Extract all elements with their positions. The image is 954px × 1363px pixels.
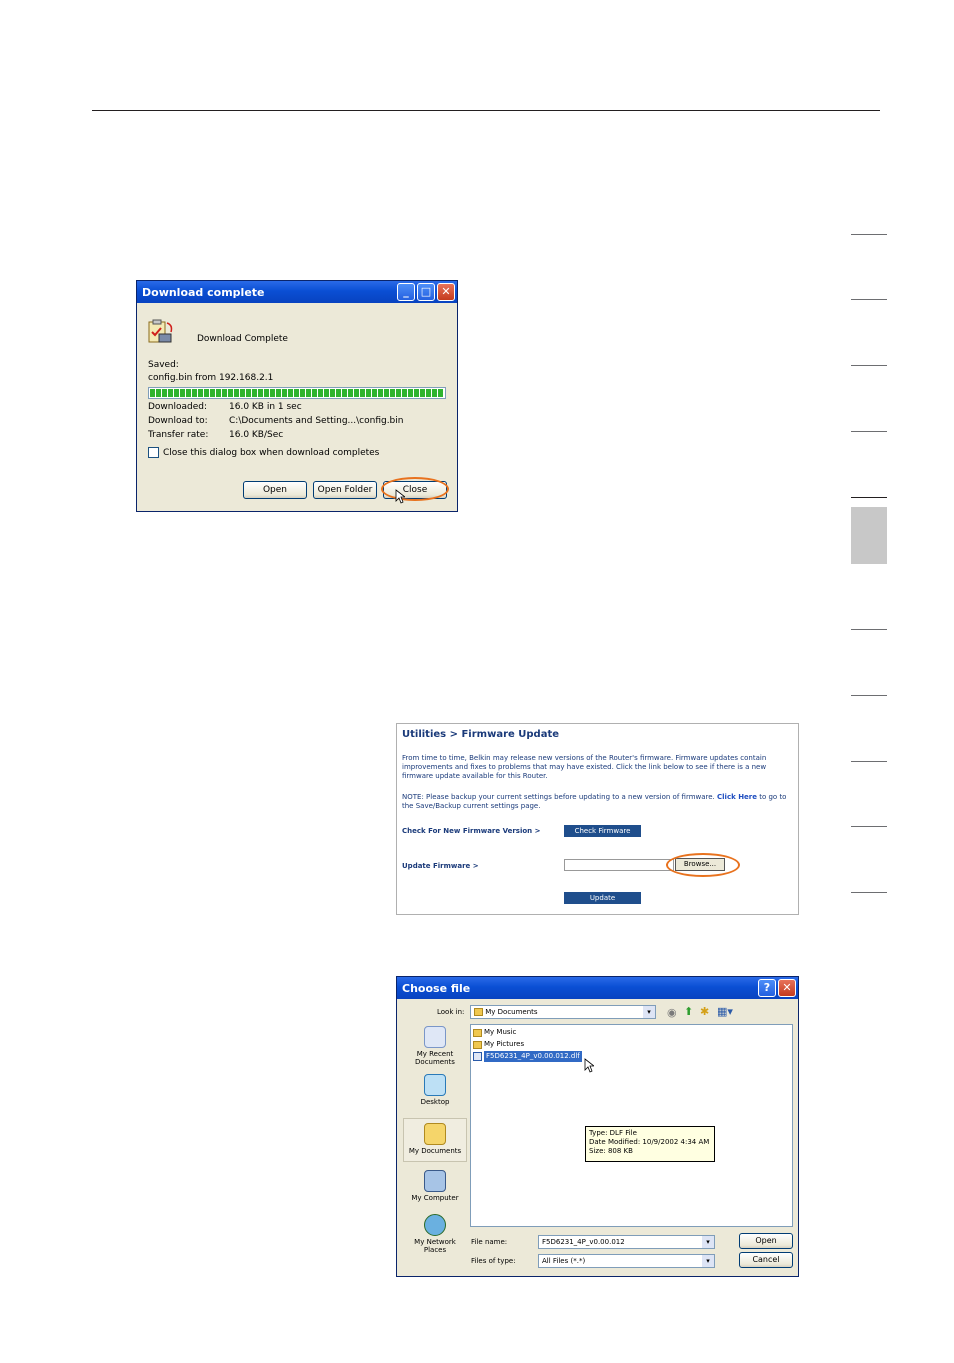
my-computer-icon — [424, 1170, 446, 1192]
progress-segment — [414, 389, 419, 397]
dialog-title: Download complete — [142, 286, 265, 299]
look-in-label: Look in: — [437, 1008, 465, 1016]
list-item[interactable] — [473, 1027, 516, 1038]
recent-documents-icon — [424, 1026, 446, 1048]
close-when-complete-label: Close this dialog box when download completes — [163, 448, 380, 458]
page-top-rule — [92, 110, 880, 111]
file-list[interactable] — [470, 1024, 793, 1227]
file-tooltip — [585, 1126, 715, 1162]
place-my-documents[interactable] — [403, 1118, 467, 1162]
files-of-type-label: Files of type: — [471, 1257, 516, 1265]
help-icon[interactable]: ? — [758, 979, 776, 997]
place-label: My Network Places — [414, 1238, 456, 1254]
chevron-down-icon: ▾ — [702, 1255, 714, 1267]
progress-segment — [396, 389, 401, 397]
folder-icon — [473, 1041, 482, 1049]
progress-segment — [276, 389, 281, 397]
tooltip-date: Date Modified: 10/9/2002 4:34 AM — [589, 1138, 710, 1146]
progress-segment — [150, 389, 155, 397]
files-of-type-select[interactable] — [538, 1254, 715, 1268]
progress-segment — [330, 389, 335, 397]
download-to-label: Download to: — [148, 416, 208, 426]
downloaded-value: 16.0 KB in 1 sec — [229, 402, 302, 412]
progress-segment — [318, 389, 323, 397]
progress-segment — [270, 389, 275, 397]
section-tab-mark — [851, 761, 887, 762]
close-icon[interactable]: ✕ — [437, 283, 455, 301]
file-name-label: File name: — [471, 1238, 508, 1246]
mouse-cursor-icon — [584, 1058, 594, 1076]
progress-segment — [336, 389, 341, 397]
file-name: My Pictures — [484, 1040, 525, 1048]
progress-segment — [324, 389, 329, 397]
firmware-note-text: NOTE: Please backup your current settings before updating to a new version of firmware. — [402, 793, 718, 801]
maximize-icon[interactable]: □ — [417, 283, 435, 301]
transfer-rate-value: 16.0 KB/Sec — [229, 430, 284, 440]
progress-segment — [246, 389, 251, 397]
firmware-note-suffix: to go to the Save/Backup current settings page. — [402, 793, 787, 810]
look-in-select[interactable] — [470, 1005, 656, 1019]
progress-segment — [258, 389, 263, 397]
progress-segment — [420, 389, 425, 397]
progress-segment — [192, 389, 197, 397]
update-button[interactable]: Update — [564, 892, 641, 904]
browse-button-highlight — [666, 853, 740, 877]
list-item-selected[interactable] — [473, 1051, 582, 1062]
file-name-input[interactable] — [538, 1235, 715, 1249]
section-tab-mark — [851, 234, 887, 235]
progress-segment — [198, 389, 203, 397]
folder-icon — [473, 1029, 482, 1037]
file-icon — [473, 1052, 482, 1061]
progress-segment — [432, 389, 437, 397]
progress-segment — [156, 389, 161, 397]
close-button[interactable]: Close — [383, 481, 447, 499]
download-clipboard-icon — [147, 319, 175, 345]
section-tab-mark — [851, 497, 887, 498]
cancel-button[interactable]: Cancel — [739, 1252, 793, 1268]
close-when-complete-checkbox[interactable] — [148, 447, 159, 458]
firmware-intro-text: From time to time, Belkin may release new versions of the Router's firmware. Firmware updates contain improvements and fixes to problems that may have existed. Click the link below to see if there is a new firmware update available for this Router. — [402, 754, 767, 780]
chevron-down-icon: ▾ — [702, 1236, 714, 1248]
progress-segment — [240, 389, 245, 397]
folder-icon — [474, 1008, 483, 1016]
progress-segment — [372, 389, 377, 397]
progress-segment — [348, 389, 353, 397]
progress-segment — [174, 389, 179, 397]
progress-segment — [354, 389, 359, 397]
place-label: Desktop — [420, 1098, 450, 1106]
section-tab-mark — [851, 892, 887, 893]
new-folder-icon[interactable]: ✱ — [700, 1005, 710, 1018]
check-firmware-button[interactable]: Check Firmware — [564, 825, 641, 837]
firmware-update-panel — [396, 723, 799, 915]
close-button-highlight — [381, 477, 449, 501]
place-my-network-places[interactable] — [403, 1214, 467, 1254]
look-in-value: My Documents — [485, 1008, 538, 1016]
open-button[interactable]: Open — [243, 481, 307, 499]
choose-file-dialog — [396, 976, 799, 1277]
progress-segment — [228, 389, 233, 397]
network-places-icon — [424, 1214, 446, 1236]
progress-segment — [222, 389, 227, 397]
saved-value: config.bin from 192.168.2.1 — [148, 373, 274, 383]
download-complete-dialog — [136, 280, 458, 512]
progress-segment — [300, 389, 305, 397]
progress-segment — [408, 389, 413, 397]
section-tab-mark — [851, 826, 887, 827]
download-progress-bar — [148, 387, 446, 399]
progress-segment — [402, 389, 407, 397]
progress-segment — [366, 389, 371, 397]
section-tab-mark — [851, 299, 887, 300]
progress-segment — [180, 389, 185, 397]
place-label: My Documents — [408, 1147, 462, 1155]
click-here-link[interactable]: Click Here — [717, 793, 757, 801]
progress-segment — [210, 389, 215, 397]
place-my-recent-documents[interactable] — [403, 1026, 467, 1066]
progress-segment — [294, 389, 299, 397]
firmware-file-input[interactable] — [564, 859, 674, 871]
place-label: My Computer — [411, 1194, 459, 1202]
progress-segment — [168, 389, 173, 397]
progress-segment — [438, 389, 443, 397]
section-tab-mark — [851, 629, 887, 630]
dialog-title-bar — [137, 281, 457, 303]
progress-segment — [282, 389, 287, 397]
progress-segment — [378, 389, 383, 397]
place-label: My Recent Documents — [415, 1050, 455, 1066]
transfer-rate-label: Transfer rate: — [148, 430, 209, 440]
files-of-type-value: All Files (*.*) — [542, 1257, 586, 1265]
progress-segment — [360, 389, 365, 397]
progress-segment — [312, 389, 317, 397]
progress-segment — [384, 389, 389, 397]
update-firmware-label: Update Firmware > — [402, 862, 479, 870]
download-heading: Download Complete — [197, 334, 288, 344]
saved-label: Saved: — [148, 360, 179, 370]
progress-segment — [342, 389, 347, 397]
section-tab-mark — [851, 365, 887, 366]
section-tab-mark — [851, 695, 887, 696]
view-menu-icon[interactable]: ▦▾ — [717, 1005, 733, 1018]
progress-segment — [264, 389, 269, 397]
dialog-title-bar — [397, 977, 798, 999]
minimize-icon[interactable]: _ — [397, 283, 415, 301]
open-button[interactable]: Open — [739, 1233, 793, 1249]
list-item[interactable] — [473, 1039, 524, 1050]
progress-segment — [162, 389, 167, 397]
dialog-title: Choose file — [402, 982, 471, 995]
desktop-icon — [424, 1074, 446, 1096]
firmware-panel-title: Utilities > Firmware Update — [402, 729, 560, 740]
progress-segment — [186, 389, 191, 397]
place-desktop[interactable] — [403, 1074, 467, 1106]
open-folder-button[interactable]: Open Folder — [313, 481, 377, 499]
download-to-value: C:\Documents and Setting...\config.bin — [229, 416, 404, 426]
mouse-cursor-icon — [395, 489, 405, 507]
progress-segment — [234, 389, 239, 397]
tooltip-size: Size: 808 KB — [589, 1147, 633, 1155]
file-name-value: F5D6231_4P_v0.00.012 — [542, 1238, 625, 1246]
my-documents-icon — [424, 1123, 446, 1145]
progress-segment — [204, 389, 209, 397]
place-my-computer[interactable] — [403, 1170, 467, 1202]
tooltip-type: Type: DLF File — [589, 1129, 637, 1137]
firmware-note — [402, 793, 794, 811]
back-icon[interactable]: ◉ — [667, 1006, 677, 1019]
close-icon[interactable]: ✕ — [778, 979, 796, 997]
up-folder-icon[interactable]: ⬆ — [684, 1005, 694, 1018]
browse-button[interactable]: Browse... — [675, 858, 725, 871]
progress-segment — [288, 389, 293, 397]
file-name: My Music — [484, 1028, 517, 1036]
progress-segment — [216, 389, 221, 397]
progress-segment — [426, 389, 431, 397]
section-tab-mark — [851, 431, 887, 432]
progress-segment — [390, 389, 395, 397]
downloaded-label: Downloaded: — [148, 402, 208, 412]
file-name: F5D6231_4P_v0.00.012.dlf — [486, 1052, 580, 1060]
section-tab-active — [851, 507, 887, 564]
progress-segment — [306, 389, 311, 397]
check-firmware-label: Check For New Firmware Version > — [402, 827, 541, 835]
progress-segment — [252, 389, 257, 397]
chevron-down-icon: ▾ — [643, 1006, 655, 1018]
